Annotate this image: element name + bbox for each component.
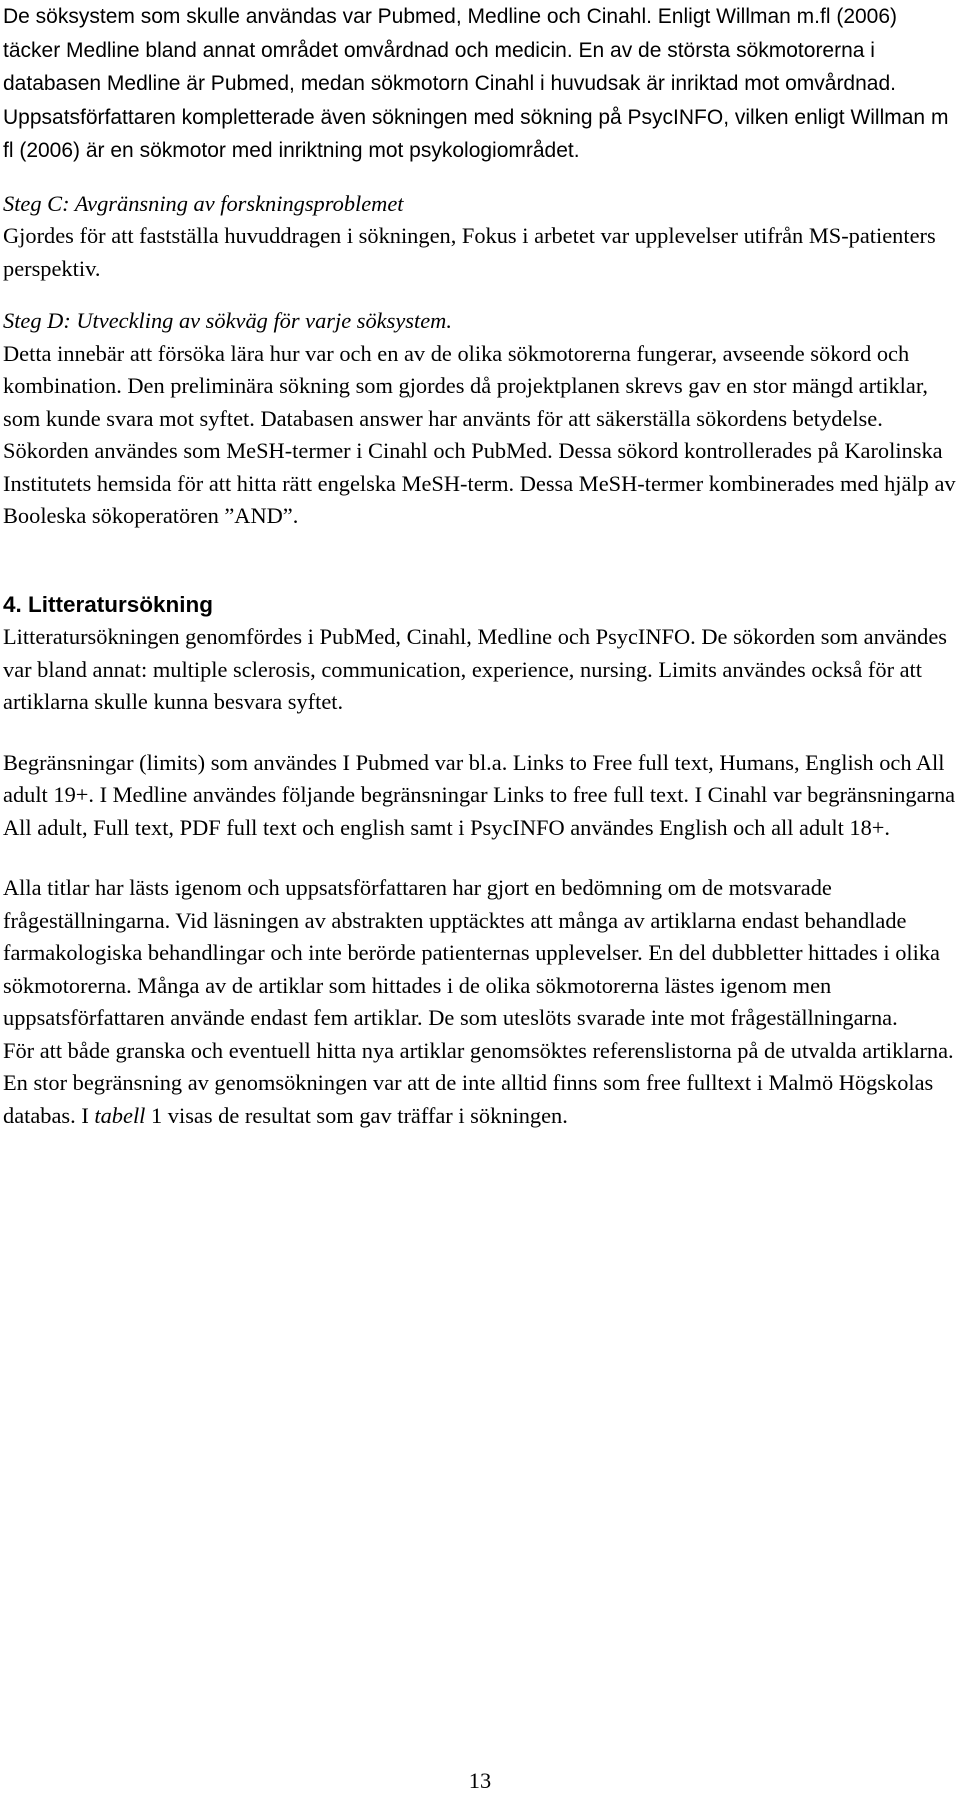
steg-d-heading: Steg D: Utveckling av sökväg för varje söksystem.	[3, 308, 452, 333]
section-paragraph-1: Litteratursökningen genomfördes i PubMed, Cinahl, Medline och PsycINFO. De sökorden som användes var bland annat: multiple sclerosis, communication, experience, nursing. Limits användes också för att artiklarna skulle kunna besvara syftet.	[3, 624, 947, 714]
steg-c-text: Gjordes för att fastställa huvuddragen i sökningen, Fokus i arbetet var upplevelser utifrån MS-patienters perspektiv.	[3, 223, 936, 281]
document-page	[3, 0, 958, 1132]
table-reference: tabell	[94, 1102, 146, 1128]
section-paragraph-references	[3, 1035, 958, 1133]
page-number: 13	[468, 1768, 492, 1793]
section-paragraph-review: Alla titlar har lästs igenom och uppsatsförfattaren har gjort en bedömning om de motsvarade frågeställningarna. Vid läsningen av abstrakten upptäcktes att många av artiklarna endast behandlade farmakologiska behandlingar och inte berörde patienternas upplevelser. En del dubbletter hittades i olika sökmotorerna. Många av de artiklar som hittades i de olika sökmotorerna lästes igenom men uppsatsförfattaren använde endast fem artiklar. De som uteslöts svarade inte mot frågeställningarna.	[3, 875, 940, 1030]
steg-c-heading: Steg C: Avgränsning av forskningsproblemet	[3, 190, 404, 216]
section-paragraph-limits: Begränsningar (limits) som användes I Pubmed var bl.a. Links to Free full text, Humans, English och All adult 19+. I Medline användes följande begränsningar Links to free full text. I Cinahl var begränsningarna All adult, Full text, PDF full text och english samt i PsycINFO användes English och all adult 18+.	[3, 749, 956, 840]
paragraph-search-systems	[3, 0, 958, 168]
section-heading: 4. Litteratursökning	[3, 591, 214, 617]
paragraph-sentence-1: De söksystem som skulle användas var Pubmed, Medline och Cinahl. Enligt Willman m.fl (2006) täcker Medline bland annat området omvårdnad och medicin. En av de största sökmotorerna i databasen Medline är Pubmed, medan sökmotorn Cinahl i huvudsak är inriktad mot omvårdnad.	[3, 5, 898, 95]
paragraph-text-end: 1 visas de resultat som gav träffar i sökningen.	[145, 1102, 568, 1128]
paragraph-sentence-2: Uppsatsförfattaren kompletterade även sökningen med sökning på PsycINFO, vilken enligt Willman m fl (2006) är en sökmotor med inriktning mot psykologiområdet.	[3, 105, 949, 162]
steg-d-text: Detta innebär att försöka lära hur var och en av de olika sökmotorerna fungerar, avseende sökord och kombination. Den preliminära sökning som gjordes då projektplanen skrevs gav en stor mängd artiklar, som kunde svara mot syftet. Databasen answer har använts för att säkerställa sökordens betydelse. Sökorden användes som MeSH-termer i Cinahl och PubMed. Dessa sökord kontrollerades på Karolinska Institutets hemsida för att hitta rätt engelska MeSH-term. Dessa MeSH-termer kombinerades med hjälp av Booleska sökoperatören ”AND”.	[3, 340, 956, 528]
paragraph-text-start: För att både granska och eventuell hitta nya artiklar genomsöktes referenslistorna på de utvalda artiklarna. En stor begränsning av genomsökningen var att de inte alltid finns som free fulltext i Malmö Högskolas databas. I	[3, 1037, 954, 1128]
